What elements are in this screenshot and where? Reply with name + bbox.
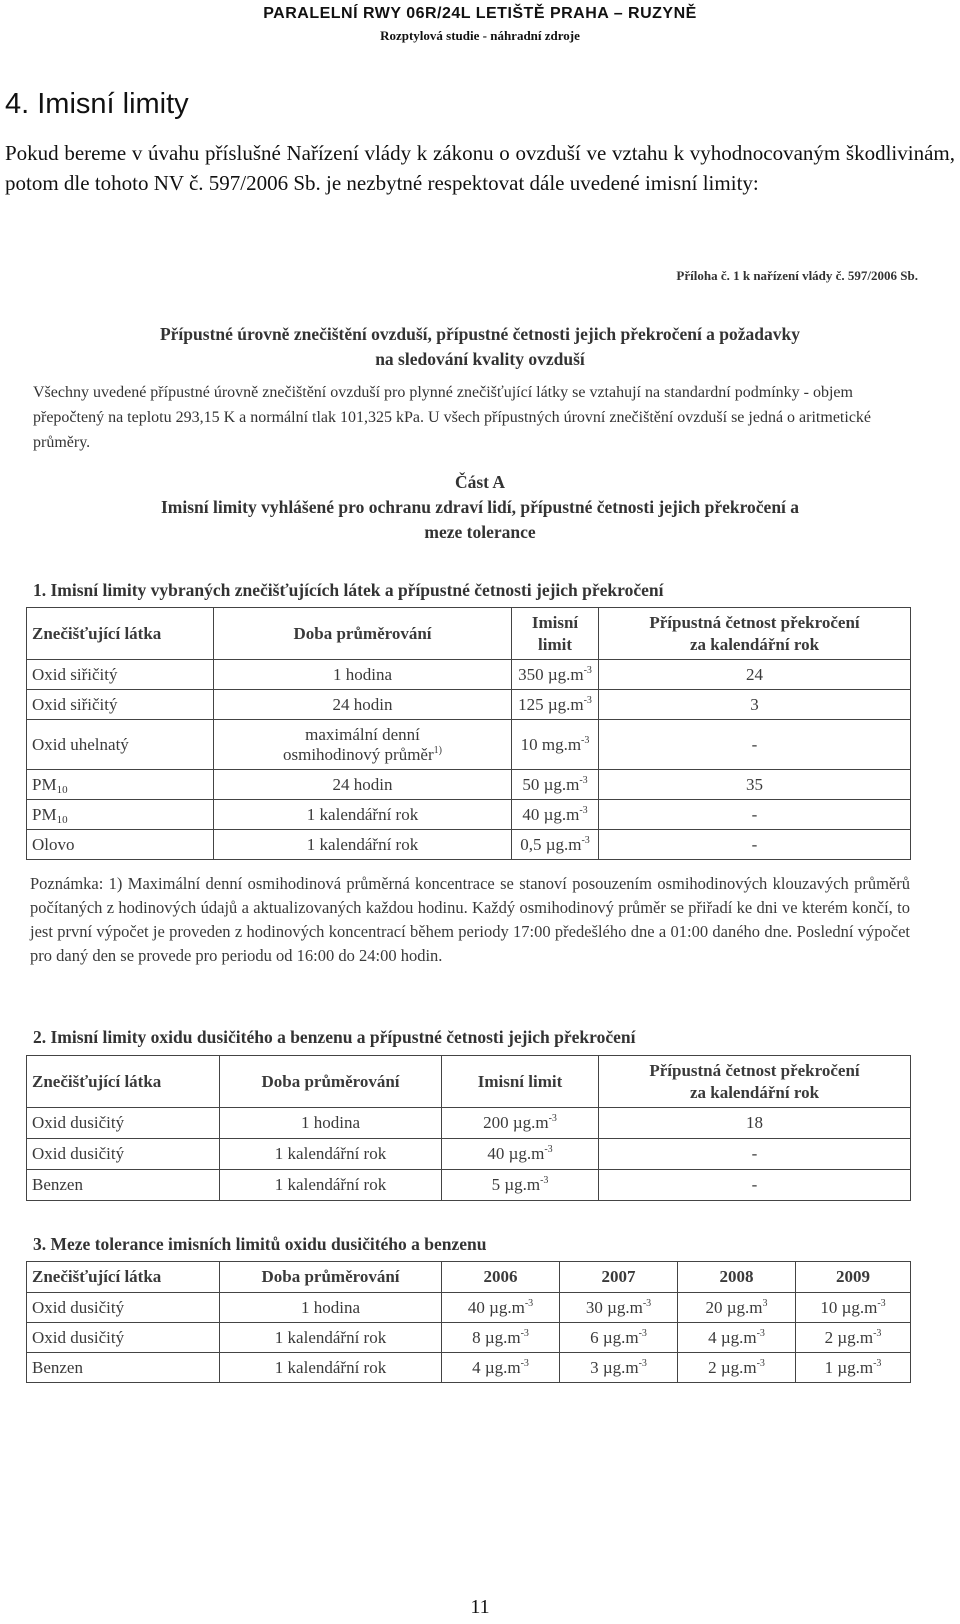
cell-frequency: 3 (599, 690, 911, 720)
annex-reference: Příloha č. 1 k nařízení vlády č. 597/2006 Sb. (676, 268, 918, 283)
cell-period: 1 kalendářní rok (220, 1170, 442, 1201)
cell-period (214, 720, 512, 770)
header-limit: Imisní limit (442, 1056, 599, 1108)
header-pollutant: Znečišťující látka (27, 608, 214, 660)
cell-period: 1 hodina (220, 1293, 442, 1323)
cell-limit: 200 $\mu g.m^{-3}$ (442, 1108, 599, 1139)
table-row (27, 1323, 911, 1353)
cell-2008: 2 $\mu g.m^{-3}$ (678, 1353, 796, 1383)
part-a-heading (40, 470, 920, 545)
table2-limits (26, 1055, 911, 1201)
cell-pollutant: Oxid siřičitý (27, 690, 214, 720)
table-row (27, 1353, 911, 1383)
table1-limits (26, 607, 911, 860)
page-number: 11 (470, 1596, 490, 1618)
section-heading: 4. Imisní limity (5, 88, 189, 120)
table-row (27, 1293, 911, 1323)
table-row (27, 770, 911, 800)
cell-period: 1 hodina (220, 1108, 442, 1139)
cell-2006: 8 $\mu g.m^{-3}$ (442, 1323, 560, 1353)
cell-limit: 50 $\mu g.m^{-3}$ (512, 770, 599, 800)
cell-period: 24 hodin (214, 690, 512, 720)
cell-2006: 40 $\mu g.m^{-3}$ (442, 1293, 560, 1323)
table3-title: 3. Meze tolerance imisních limitů oxidu dusičitého a benzenu (33, 1234, 487, 1254)
cell-period: 1 kalendářní rok (220, 1139, 442, 1170)
header-year-2006: 2006 (442, 1262, 560, 1293)
cell-period: 1 kalendářní rok (220, 1323, 442, 1353)
cell-frequency: - (599, 800, 911, 830)
cell-limit: 0,5 $\mu g.m^{-3}$ (512, 830, 599, 860)
annex-title-line-1: Přípustné úrovně znečištění ovzduší, přípustné četnosti jejich překročení a požadavky (159, 324, 801, 344)
table1-footnote: Poznámka: 1) Maximální denní osmihodinová průměrná koncentrace se stanoví posouzením osmihodinových klouzavých průměrů počítaných z hodinových údajů a aktualizovaných každou hodinu. Každý osmihodinový průměr se přiřadí ke dni ve kterém končí, to jest první výpočet je proveden z hodinových koncentrací během periody 17:00 předešlého dne a 01:00 daného dne. Poslední výpočet pro daný den se provede pro periodu od 16:00 do 24:00 hodin. (30, 874, 910, 965)
table2-title: 2. Imisní limity oxidu dusičitého a benzenu a přípustné četnosti jejich překročení (33, 1027, 636, 1047)
header-period: Doba průměrování (214, 608, 512, 660)
cell-pollutant: Oxid dusičitý (27, 1293, 220, 1323)
header-pollutant: Znečišťující látka (27, 1056, 220, 1108)
cell-2009: 1 $\mu g.m^{-3}$ (796, 1353, 911, 1383)
document-header-title: PARALELNÍ RWY 06R/24L LETIŠTĚ PRAHA – RUZYNĚ (263, 5, 697, 22)
cell-frequency: - (599, 1139, 911, 1170)
cell-2008: 20 $\mu g.m^3$ (678, 1293, 796, 1323)
cell-pollutant: Benzen (27, 1353, 220, 1383)
table-row (27, 720, 911, 770)
document-header-subtitle: Rozptylová studie - náhradní zdroje (380, 28, 580, 43)
header-frequency (599, 608, 911, 660)
cell-limit: 125 $\mu g.m^{-3}$ (512, 690, 599, 720)
cell-period: 24 hodin (214, 770, 512, 800)
cell-limit: 5 $\mu g.m^{-3}$ (442, 1170, 599, 1201)
annex-title (40, 322, 920, 372)
table-row (27, 1108, 911, 1139)
cell-limit: 10 $mg.m^{-3}$ (512, 720, 599, 770)
cell-pollutant: $PM_{10}$ (27, 800, 214, 830)
cell-2009: 2 $\mu g.m^{-3}$ (796, 1323, 911, 1353)
cell-frequency: - (599, 830, 911, 860)
cell-period-line-1: maximální denní (305, 724, 420, 744)
cell-pollutant: Oxid dusičitý (27, 1323, 220, 1353)
header-frequency-line-2: za kalendářní rok (689, 634, 820, 654)
annex-intro-paragraph: Všechny uvedené přípustné úrovně znečištění ovzduší pro plynné znečišťující látky se vztahují na standardní podmínky - objem přepočtený na teplotu 293,15 K a normální tlak 101,325 kPa. U všech přípustných úrovní znečištění ovzduší se jedná o aritmetické průměry. (33, 384, 872, 451)
cell-period-line-2: osmihodinový průměr$^{1)}$ (283, 744, 442, 764)
cell-2007: 6 $\mu g.m^{-3}$ (560, 1323, 678, 1353)
header-frequency-line-1: Přípustná četnost překročení (649, 612, 860, 632)
cell-2006: 4 $\mu g.m^{-3}$ (442, 1353, 560, 1383)
cell-frequency: 24 (599, 660, 911, 690)
cell-frequency: 35 (599, 770, 911, 800)
table-row (27, 1139, 911, 1170)
part-a-title: Část A (454, 472, 506, 492)
cell-pollutant: Benzen (27, 1170, 220, 1201)
cell-pollutant: Oxid uhelnatý (27, 720, 214, 770)
header-frequency (599, 1056, 911, 1108)
cell-2009: 10 $\mu g.m^{-3}$ (796, 1293, 911, 1323)
cell-2007: 3 $\mu g.m^{-3}$ (560, 1353, 678, 1383)
cell-period: 1 hodina (214, 660, 512, 690)
cell-limit: 40 $\mu g.m^{-3}$ (442, 1139, 599, 1170)
cell-pollutant: Oxid dusičitý (27, 1139, 220, 1170)
header-year-2009: 2009 (796, 1262, 911, 1293)
cell-period: 1 kalendářní rok (214, 800, 512, 830)
header-year-2008: 2008 (678, 1262, 796, 1293)
cell-frequency: - (599, 720, 911, 770)
table-row (27, 660, 911, 690)
table-header-row (27, 1056, 911, 1108)
part-a-subtitle-line-2: meze tolerance (424, 522, 536, 542)
header-limit: Imisní limit (512, 608, 599, 660)
part-a-subtitle-line-1: Imisní limity vyhlášené pro ochranu zdraví lidí, přípustné četnosti jejich překročení a (160, 497, 800, 517)
table-row (27, 830, 911, 860)
header-period: Doba průměrování (220, 1056, 442, 1108)
cell-frequency: 18 (599, 1108, 911, 1139)
table-header-row (27, 608, 911, 660)
cell-pollutant: $PM_{10}$ (27, 770, 214, 800)
table1-title: 1. Imisní limity vybraných znečišťujících látek a přípustné četnosti jejich překročení (33, 580, 664, 600)
table-row (27, 1170, 911, 1201)
header-pollutant: Znečišťující látka (27, 1262, 220, 1293)
table3-tolerance (26, 1261, 911, 1383)
annex-title-line-2: na sledování kvality ovzduší (375, 349, 585, 369)
table-row (27, 690, 911, 720)
table-header-row (27, 1262, 911, 1293)
table-row (27, 800, 911, 830)
cell-period: 1 kalendářní rok (214, 830, 512, 860)
header-year-2007: 2007 (560, 1262, 678, 1293)
cell-limit: 40 $\mu g.m^{-3}$ (512, 800, 599, 830)
header-frequency-line-2: za kalendářní rok (689, 1082, 820, 1102)
cell-pollutant: Olovo (27, 830, 214, 860)
cell-pollutant: Oxid siřičitý (27, 660, 214, 690)
cell-period: 1 kalendářní rok (220, 1353, 442, 1383)
header-period: Doba průměrování (220, 1262, 442, 1293)
cell-pollutant: Oxid dusičitý (27, 1108, 220, 1139)
cell-limit: 350 $\mu g.m^{-3}$ (512, 660, 599, 690)
cell-2007: 30 $\mu g.m^{-3}$ (560, 1293, 678, 1323)
section-intro-paragraph: Pokud bereme v úvahu příslušné Nařízení vlády k zákonu o ovzduší ve vztahu k vyhodnocovaným škodlivinám, potom dle tohoto NV č. 597/2006 Sb. je nezbytné respektovat dále uvedené imisní limity: (5, 141, 955, 195)
header-frequency-line-1: Přípustná četnost překročení (649, 1060, 860, 1080)
cell-frequency: - (599, 1170, 911, 1201)
cell-2008: 4 $\mu g.m^{-3}$ (678, 1323, 796, 1353)
